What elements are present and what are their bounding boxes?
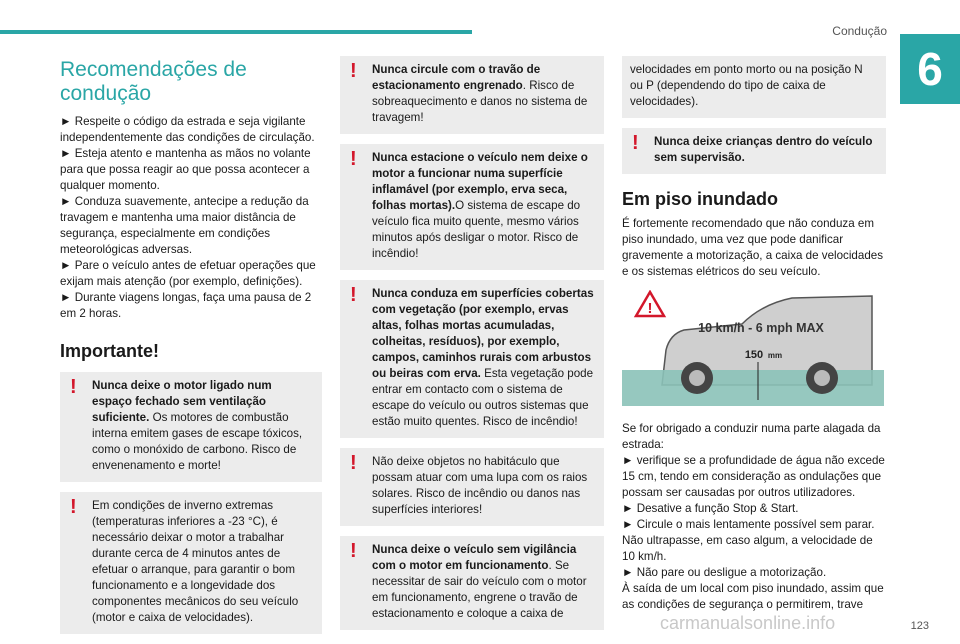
warning-text: Os motores de combustão interna emitem gases de escape tóxicos, como o monóxido de carbono. Risco de envenenamento e morte!	[92, 411, 303, 472]
warning-icon: !	[632, 132, 639, 154]
warning-bold: Nunca deixe o motor ligado num espaço fechado sem ventilação suficiente.	[92, 379, 272, 424]
section-name: Condução	[832, 24, 887, 38]
warning-box	[60, 372, 322, 482]
warning-bold: Nunca deixe crianças dentro do veículo sem supervisão.	[654, 135, 873, 164]
warning-icon: !	[350, 540, 357, 562]
water-surface	[622, 370, 884, 406]
flood-para-5: ► Não pare ou desligue a motorização.	[622, 566, 827, 579]
warning-text: . Se necessitar de sair do veículo com o motor em funcionamento, engrene o travão de estacionamento e coloque a caixa de	[372, 559, 587, 620]
warning-box	[340, 56, 604, 134]
warning-box	[340, 280, 604, 438]
flood-para-1: Se for obrigado a conduzir numa parte alagada da estrada:	[622, 422, 881, 451]
column-3	[622, 56, 886, 613]
flood-illustration	[622, 290, 884, 406]
column-1	[60, 50, 322, 644]
warning-box	[340, 536, 604, 630]
warning-icon: !	[350, 148, 357, 170]
warning-bold: Nunca estacione o veículo nem deixe o motor a funcionar numa superfície inflamável (por exemplo, erva seca, folhas mortas).	[372, 151, 588, 212]
warning-text: Esta vegetação pode entrar em contacto com o sistema de escape do veículo ou outros sistemas que estão muito quentes. Risco de incêndio!	[372, 367, 594, 428]
warning-icon: !	[350, 284, 357, 306]
flood-para-4: ► Circule o mais lentamente possível sem parar. Não ultrapasse, em caso algum, a velocidade de 10 km/h.	[622, 518, 875, 563]
important-heading: Importante!	[60, 341, 159, 361]
watermark: carmanualsonline.info	[660, 613, 836, 633]
column-2	[340, 56, 604, 640]
warning-bold: Nunca deixe o veículo sem vigilância com o motor em funcionamento	[372, 543, 577, 572]
flood-para-2: ► verifique se a profundidade de água não excede 15 cm, tendo em consideração as ondulações que possam ser causadas por outros utilizadores.	[622, 454, 885, 499]
page-number: 123	[910, 620, 929, 632]
warning-icon: !	[70, 496, 77, 518]
header-accent-bar	[0, 30, 472, 34]
warning-icon: !	[350, 60, 357, 82]
bullet-2: ► Esteja atento e mantenha as mãos no volante para que possa reagir ao que possa acontecer a qualquer momento.	[60, 147, 311, 192]
bullet-4: ► Pare o veículo antes de efetuar operações que exijam mais atenção (por exemplo, definições).	[60, 259, 316, 288]
chapter-number-tab: 6	[900, 34, 960, 104]
warning-text: . Risco de sobreaquecimento e danos no sistema de travagem!	[372, 79, 588, 124]
svg-text:!: !	[647, 300, 653, 317]
bullet-3: ► Conduza suavemente, antecipe a redução da travagem e mantenha uma maior distância de segurança, especialmente em condições meteorológicas adversas.	[60, 195, 309, 256]
warning-box	[622, 128, 886, 174]
depth-value: 150	[744, 349, 764, 361]
flood-heading: Em piso inundado	[622, 189, 778, 209]
flood-para-6: À saída de um local com piso inundado, assim que as condições de segurança o permitirem, trave	[622, 582, 884, 611]
warning-text: Não deixe objetos no habitáculo que possam atuar com uma lupa com os raios solares. Risco de incêndio ou danos nas superfícies interiores!	[372, 455, 588, 516]
bullet-1: ► Respeite o código da estrada e seja vigilante independentemente das condições de circulação.	[60, 115, 315, 144]
warning-box	[340, 144, 604, 270]
continued-panel	[622, 56, 886, 118]
flood-intro: É fortemente recomendado que não conduza em piso inundado, uma vez que pode danificar gravemente a motorização, a caixa de velocidades e os sistemas elétricos do seu veículo.	[622, 217, 884, 278]
warning-text: O sistema de escape do veículo fica muito quente, mesmo vários minutos após desligar o motor. Risco de incêndio!	[372, 199, 581, 260]
warning-text: Em condições de inverno extremas (temperaturas inferiores a -23 °C), é necessário deixar o motor a trabalhar durante cerca de 4 minutos antes de efetuar o arranque, para garantir o bom funcionamento e a longevidade dos componentes mecânicos do seu veículo (motor e caixa de velocidades).	[92, 499, 299, 624]
depth-unit: mm	[767, 351, 783, 360]
warning-box	[60, 492, 322, 634]
warning-bold: Nunca conduza em superfícies cobertas com vegetação (por exemplo, ervas altas, folhas mortas acumuladas, colheitas, resíduos), por exemplo, campos, caminhos rurais com arbustos ou beiras com erva.	[372, 287, 594, 380]
warning-icon: !	[70, 376, 77, 398]
speed-limit-label: 10 km/h - 6 mph MAX	[698, 321, 824, 335]
warning-bold: Nunca circule com o travão de estacionamento engrenado	[372, 63, 541, 92]
warning-box	[340, 448, 604, 526]
bullet-5: ► Durante viagens longas, faça uma pausa de 2 em 2 horas.	[60, 291, 312, 320]
warning-icon: !	[350, 452, 357, 474]
section-title: Recomendações de condução	[60, 58, 247, 105]
continuation-text: velocidades em ponto morto ou na posição N ou P (dependendo do tipo de caixa de velocidades).	[630, 63, 863, 108]
flood-para-3: ► Desative a função Stop & Start.	[622, 502, 799, 515]
